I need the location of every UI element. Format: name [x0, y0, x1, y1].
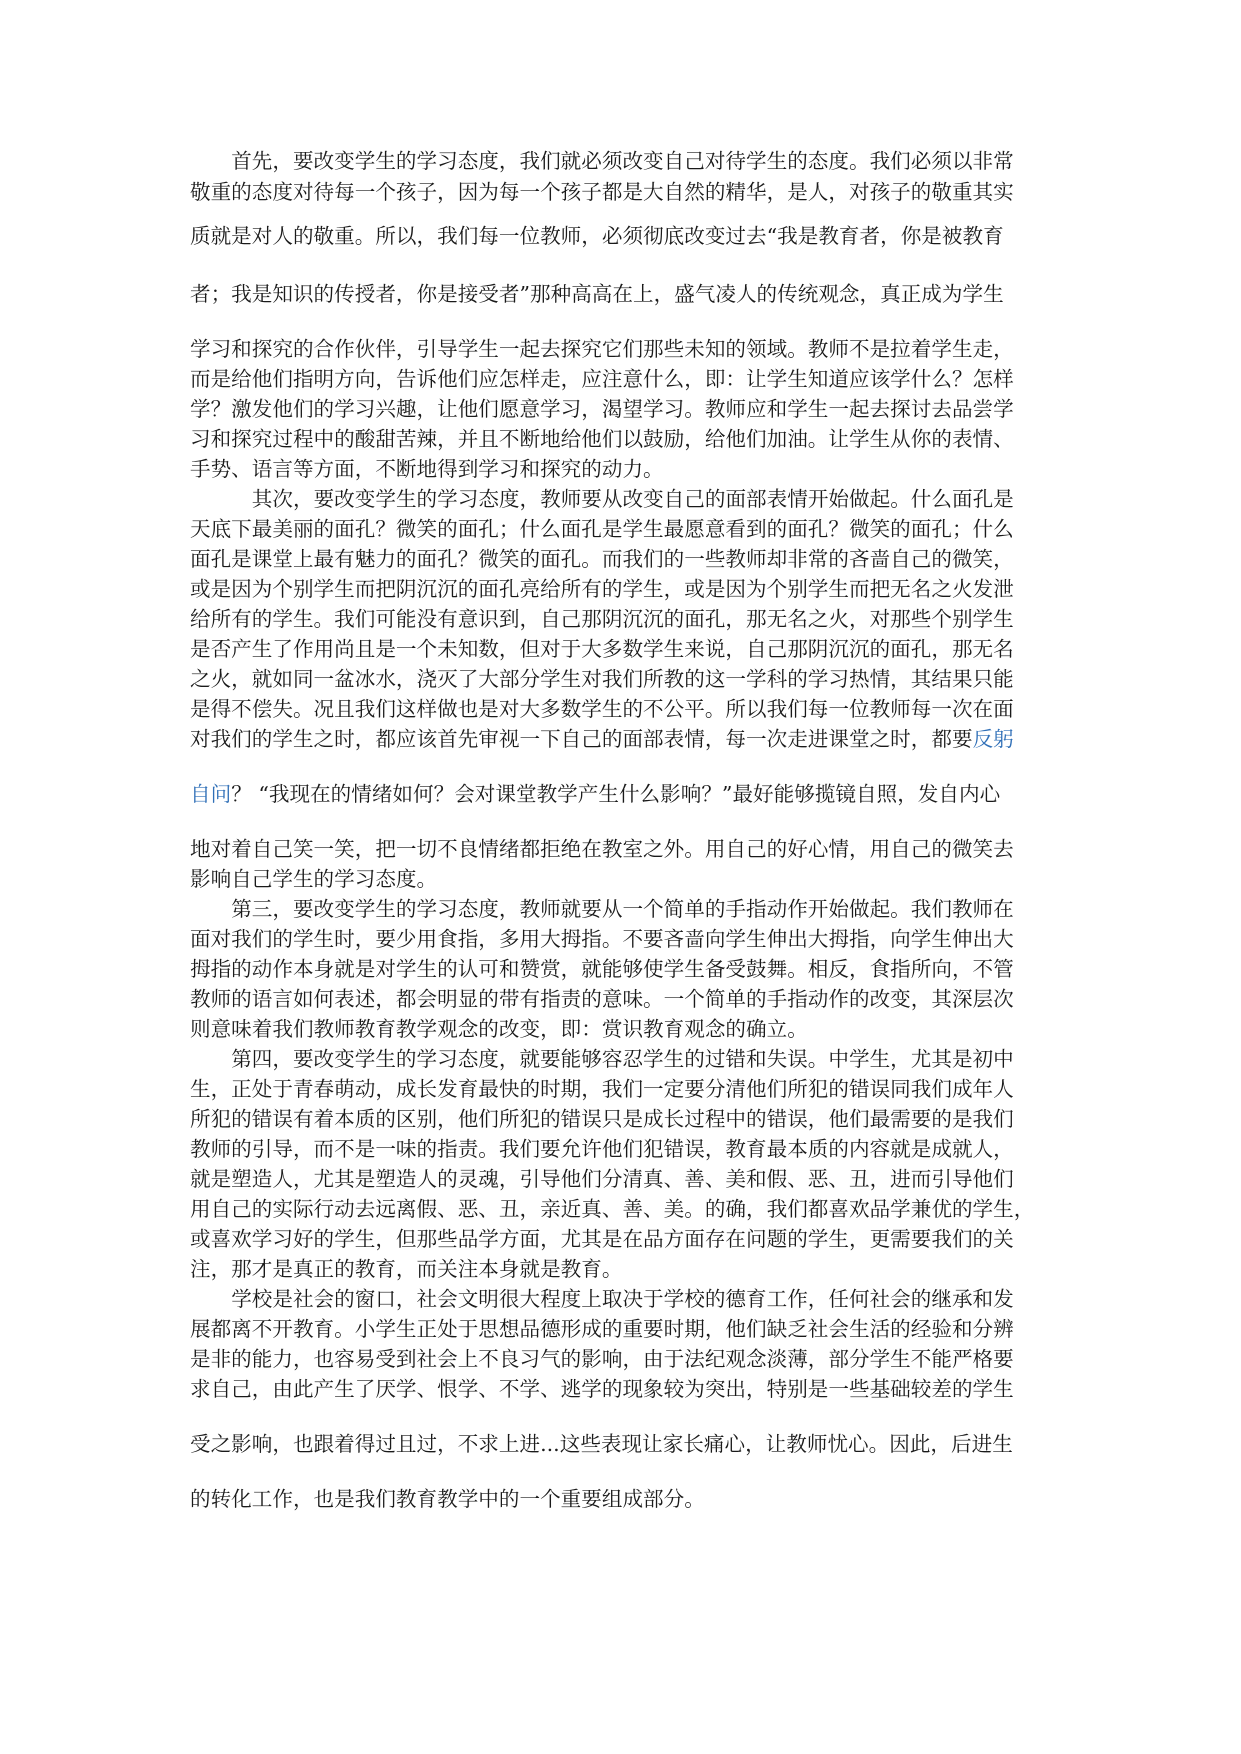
document-page — [190, 146, 1052, 1515]
text-line: 给所有的学生。我们可能没有意识到，自己那阴沉沉的面孔，那无名之火，对那些个别学生 — [190, 607, 1014, 631]
text-line: 是否产生了作用尚且是一个未知数，但对于大多数学生来说，自己那阴沉沉的面孔，那无名 — [190, 637, 1014, 661]
text-line: 所犯的错误有着本质的区别，他们所犯的错误只是成长过程中的错误，他们最需要的是我们 — [190, 1107, 1014, 1131]
text-line: 或喜欢学习好的学生，但那些品学方面，尤其是在品方面存在问题的学生，更需要我们的关 — [190, 1227, 1014, 1251]
text-line: 影响自己学生的学习态度。 — [190, 867, 438, 891]
text-line: 就是塑造人，尤其是塑造人的灵魂，引导他们分清真、善、美和假、恶、丑，进而引导他们 — [190, 1167, 1014, 1191]
hyperlink-ziwen[interactable]: 自问 — [190, 782, 232, 806]
paragraph-4 — [190, 1044, 1052, 1284]
text-line: 拇指的动作本身就是对学生的认可和赞赏，就能够使学生备受鼓舞。相反，食指所向，不管 — [190, 957, 1014, 981]
text-line: 注，那才是真正的教育，而关注本身就是教育。 — [190, 1257, 623, 1281]
text-line: 天底下最美丽的面孔？微笑的面孔；什么面孔是学生最愿意看到的面孔？微笑的面孔；什么 — [190, 517, 1014, 541]
paragraph-3 — [190, 894, 1052, 1044]
text-line: 学校是社会的窗口，社会文明很大程度上取决于学校的德育工作，任何社会的继承和发 — [231, 1287, 1014, 1311]
text-line: 习和探究过程中的酸甜苦辣，并且不断地给他们以鼓励，给他们加油。让学生从你的表情、 — [190, 427, 1014, 451]
text-line: 学习和探究的合作伙伴，引导学生一起去探究它们那些未知的领域。教师不是拉着学生走， — [190, 337, 1014, 361]
text-line: 第四，要改变学生的学习态度，就要能够容忍学生的过错和失误。中学生，尤其是初中 — [231, 1047, 1014, 1071]
paragraph-2 — [190, 484, 1052, 894]
text-line: 受之影响，也跟着得过且过，不求上进...这些表现让家长痛心，让教师忧心。因此，后进生 — [190, 1432, 1013, 1456]
text-line: 第三，要改变学生的学习态度，教师就要从一个简单的手指动作开始做起。我们教师在 — [231, 897, 1014, 921]
text-line: 面孔是课堂上最有魅力的面孔？微笑的面孔。而我们的一些教师却非常的吝啬自己的微笑， — [190, 547, 1014, 571]
text-line: 则意味着我们教师教育教学观念的改变，即：赏识教育观念的确立。 — [190, 1017, 808, 1041]
text-line: 是得不偿失。况且我们这样做也是对大多数学生的不公平。所以我们每一位教师每一次在面 — [190, 697, 1014, 721]
paragraph-5 — [190, 1284, 1052, 1515]
text-line: 教师的引导，而不是一味的指责。我们要允许他们犯错误，教育最本质的内容就是成就人， — [190, 1137, 1014, 1161]
text-line: 教师的语言如何表述，都会明显的带有指责的意味。一个简单的手指动作的改变，其深层次 — [190, 987, 1014, 1011]
text-segment: ？ “我现在的情绪如何？会对课堂教学产生什么影响？”最好能够揽镜自照，发自内心 — [231, 782, 1001, 806]
paragraph-1 — [190, 146, 1052, 484]
text-line: 敬重的态度对待每一个孩子，因为每一个孩子都是大自然的精华，是人，对孩子的敬重其实 — [190, 180, 1014, 204]
text-line — [190, 779, 1052, 834]
text-line: 而是给他们指明方向，告诉他们应怎样走，应注意什么，即：让学生知道应该学什么？怎样 — [190, 367, 1014, 391]
text-line: 其次，要改变学生的学习态度，教师要从改变自己的面部表情开始做起。什么面孔是 — [251, 487, 1014, 511]
text-line: 首先，要改变学生的学习态度，我们就必须改变自己对待学生的态度。我们必须以非常 — [231, 149, 1014, 173]
text-line: 者；我是知识的传授者，你是接受者”那种高高在上，盛气凌人的传统观念，真正成为学生 — [190, 282, 1004, 306]
text-line: 求自己，由此产生了厌学、恨学、不学、逃学的现象较为突出，特别是一些基础较差的学生 — [190, 1377, 1014, 1401]
text-line: 是非的能力，也容易受到社会上不良习气的影响，由于法纪观念淡薄，部分学生不能严格要 — [190, 1347, 1014, 1371]
text-line: 学？激发他们的学习兴趣，让他们愿意学习，渴望学习。教师应和学生一起去探讨去品尝学 — [190, 397, 1014, 421]
text-line — [190, 724, 1052, 779]
text-line: 生，正处于青春萌动，成长发育最快的时期，我们一定要分清他们所犯的错误同我们成年人 — [190, 1077, 1014, 1101]
text-line: 之火，就如同一盆冰水，浇灭了大部分学生对我们所教的这一学科的学习热情，其结果只能 — [190, 667, 1014, 691]
text-line: 地对着自己笑一笑，把一切不良情绪都拒绝在教室之外。用自己的好心情，用自己的微笑去 — [190, 837, 1014, 861]
text-segment: 对我们的学生之时，都应该首先审视一下自己的面部表情，每一次走进课堂之时，都要 — [190, 727, 973, 751]
text-line: 的转化工作，也是我们教育教学中的一个重要组成部分。 — [190, 1487, 705, 1511]
hyperlink-fangong[interactable]: 反躬 — [972, 727, 1014, 751]
text-line: 展都离不开教育。小学生正处于思想品德形成的重要时期，他们缺乏社会生活的经验和分辨 — [190, 1317, 1014, 1341]
text-line: 面对我们的学生时，要少用食指，多用大拇指。不要吝啬向学生伸出大拇指，向学生伸出大 — [190, 927, 1014, 951]
text-line: 或是因为个别学生而把阴沉沉的面孔亮给所有的学生，或是因为个别学生而把无名之火发泄 — [190, 577, 1014, 601]
text-line: 质就是对人的敬重。所以，我们每一位教师，必须彻底改变过去“我是教育者，你是被教育 — [190, 224, 1004, 248]
text-line: 用自己的实际行动去远离假、恶、丑，亲近真、善、美。的确，我们都喜欢品学兼优的学生， — [190, 1197, 1035, 1221]
text-line: 手势、语言等方面，不断地得到学习和探究的动力。 — [190, 457, 664, 481]
